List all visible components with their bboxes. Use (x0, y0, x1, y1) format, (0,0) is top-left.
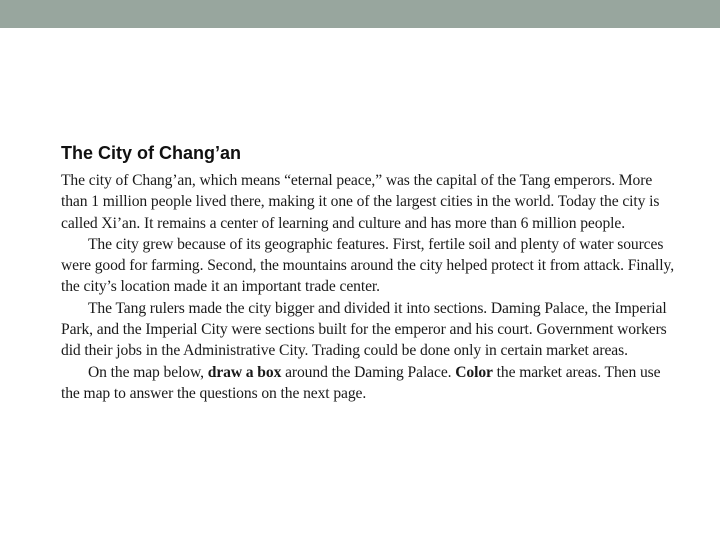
instruction-text-3: the market areas. Then use the map to answer the questions on the next page. (61, 363, 661, 402)
paragraph-3: The Tang rulers made the city bigger and divided it into sections. Daming Palace, the Imperial Park, and the Imperial City were sections built for the emperor and his court. Government workers did their jobs in the Administrative City. Trading could be done only in certain market areas. (61, 299, 667, 360)
instruction-text-1: On the map below, (88, 363, 208, 381)
instruction-text-2: around the Daming Palace. (281, 363, 456, 381)
reading-passage (61, 142, 681, 404)
passage-title: The City of Chang’an (61, 143, 241, 163)
paragraph-1: The city of Chang’an, which means “eternal peace,” was the capital of the Tang emperors. More than 1 million people lived there, making it one of the largest cities in the world. Today the city is called Xi’an. It remains a center of learning and culture and has more than 6 million people. (61, 172, 660, 232)
paragraph-4-instructions (61, 362, 681, 405)
instruction-draw-box: draw a box (207, 363, 282, 381)
paragraph-2: The city grew because of its geographic features. First, fertile soil and plenty of water sources were good for farming. Second, the mountains around the city helped protect it from attack. Finally, the city’s location made it an important trade center. (61, 235, 674, 296)
top-color-band (0, 0, 720, 28)
instruction-color: Color (455, 363, 493, 381)
